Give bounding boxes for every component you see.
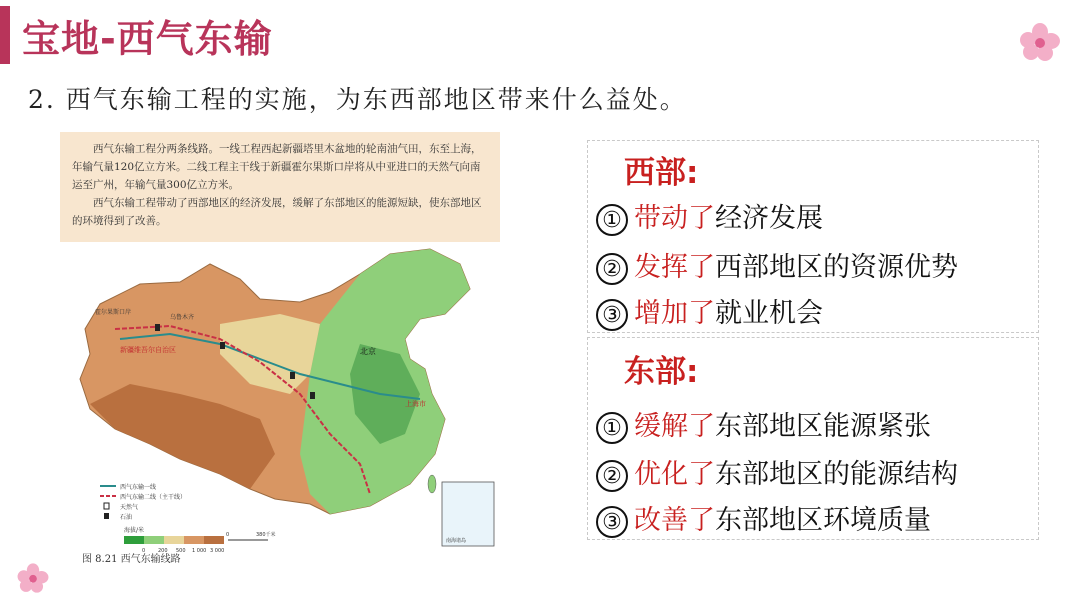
map-label-horgos: 霍尔果斯口岸	[95, 309, 132, 316]
legend-elevation-tick: 0	[142, 548, 146, 554]
flower-decoration-icon	[16, 562, 50, 594]
textbook-figure	[60, 132, 506, 570]
map-label-beijing: 北京	[360, 347, 376, 356]
item-text: 就业机会	[715, 298, 823, 329]
legend-scale: 380千米	[256, 532, 276, 538]
item-highlight: 缓解了	[634, 411, 715, 442]
item-text: 西部地区的资源优势	[715, 252, 958, 283]
map-label-shanghai: 上海市	[405, 400, 426, 408]
legend-elevation-tick: 3 000	[210, 548, 225, 554]
legend-scale-zero: 0	[226, 532, 230, 538]
legend-elevation-label: 海拔/米	[124, 527, 145, 534]
legend-line2: 西气东输二线（主干线）	[120, 494, 187, 501]
item-highlight: 优化了	[634, 459, 715, 490]
item-number: ③	[596, 506, 628, 538]
figure-paragraph: 西气东输工程带动了西部地区的经济发展，缓解了东部地区的能源短缺，使东部地区的环境得到了改善。	[72, 197, 482, 227]
legend-oil: 石油	[120, 514, 133, 521]
figure-text-box	[60, 132, 500, 242]
item-highlight: 改善了	[634, 505, 715, 536]
east-item	[596, 452, 958, 492]
east-benefits-panel	[587, 337, 1039, 540]
figure-paragraph: 西气东输工程分两条线路。一线工程西起新疆塔里木盆地的轮南油气田，东至上海，年输气量120亿立方米。二线工程主干线于新疆霍尔果斯口岸将从中亚进口的天然气向南运至广州，年输气量300亿立方米。	[72, 143, 482, 191]
figure-caption: 图 8.21 西气东输线路	[82, 554, 181, 565]
item-number: ①	[596, 412, 628, 444]
item-highlight: 发挥了	[634, 252, 715, 283]
item-text: 东部地区环境质量	[715, 505, 931, 536]
map-label-xinjiang: 新疆维吾尔自治区	[120, 346, 176, 354]
item-number: ③	[596, 299, 628, 331]
title-accent-bar	[0, 6, 10, 64]
item-number: ②	[596, 460, 628, 492]
west-title: 西部:	[624, 155, 699, 191]
item-text: 东部地区能源紧张	[715, 411, 931, 442]
page-title: 宝地-西气东输	[22, 17, 273, 61]
item-text: 经济发展	[715, 203, 823, 234]
east-item	[596, 498, 931, 538]
legend-elevation-tick: 500	[176, 548, 186, 554]
map-label-nanhai: 南海诸岛	[446, 538, 467, 544]
item-highlight: 增加了	[634, 298, 715, 329]
item-number: ②	[596, 253, 628, 285]
item-number: ①	[596, 204, 628, 236]
legend-elevation-tick: 1 000	[192, 548, 207, 554]
legend-gas: 天然气	[120, 504, 139, 511]
east-title: 东部:	[624, 354, 699, 390]
west-item	[596, 245, 958, 285]
west-item	[596, 196, 823, 236]
question-text: 2. 西气东输工程的实施，为东西部地区带来什么益处。	[28, 85, 687, 114]
item-text: 东部地区的能源结构	[715, 459, 958, 490]
flower-decoration-icon	[1018, 22, 1062, 62]
east-item	[596, 404, 931, 444]
china-pipeline-map	[60, 244, 506, 570]
legend-elevation-tick: 200	[158, 548, 168, 554]
map-label-urumqi: 乌鲁木齐	[170, 314, 195, 321]
west-item	[596, 291, 823, 331]
item-highlight: 带动了	[634, 203, 715, 234]
west-benefits-panel	[587, 140, 1039, 333]
legend-line1: 西气东输一线	[120, 484, 157, 491]
